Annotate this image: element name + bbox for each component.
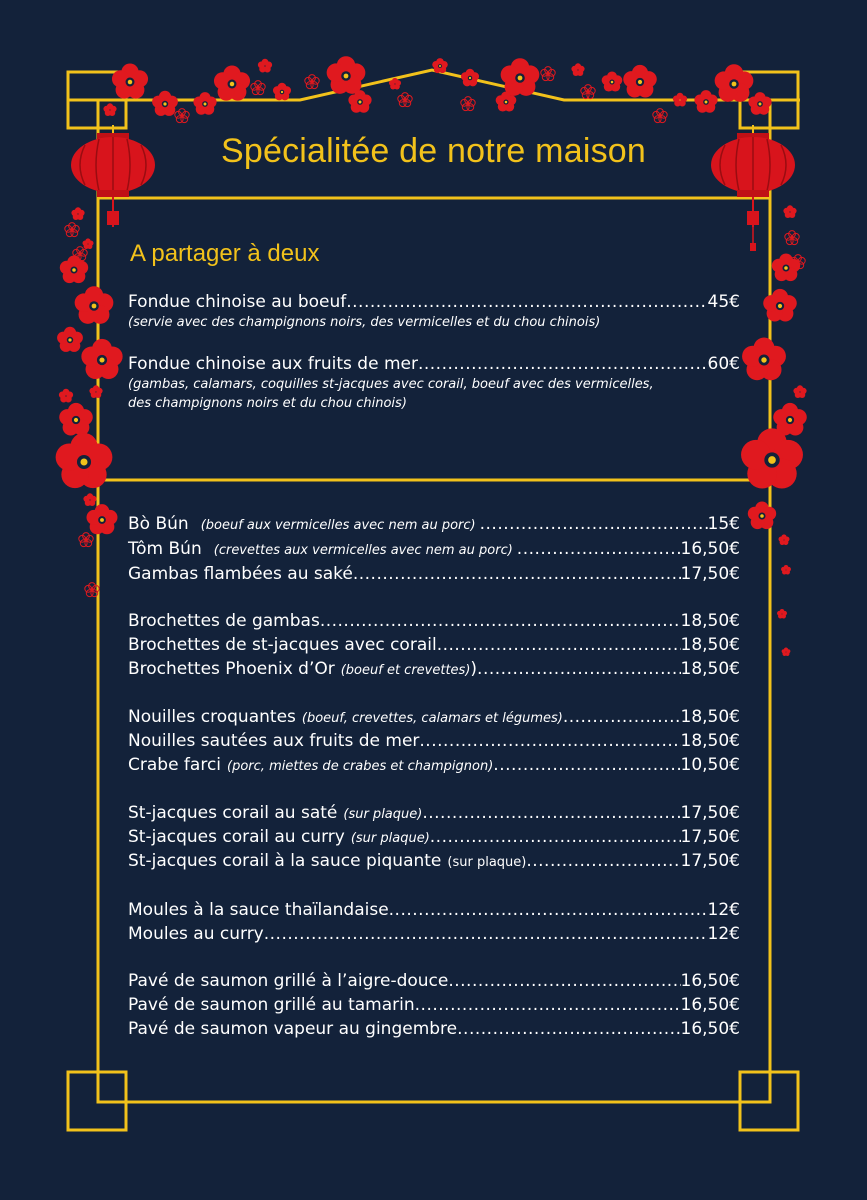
item-name: Crabe farci — [128, 755, 222, 775]
item-name: Pavé de saumon grillé au tamarin — [128, 995, 415, 1015]
item-name: Brochettes Phoenix d’Or — [128, 659, 335, 679]
item-price: 18,50€ — [680, 707, 740, 727]
dot-leader — [389, 899, 708, 921]
item-price: 16,50€ — [680, 995, 740, 1015]
dot-leader — [437, 634, 681, 656]
item-name: Pavé de saumon vapeur au gingembre — [128, 1019, 458, 1039]
item-note-suffix: ) — [470, 659, 478, 679]
item-name: Nouilles croquantes — [128, 707, 296, 727]
section-heading-shared: A partager à deux — [130, 240, 320, 267]
menu-item-moules-curry — [128, 923, 740, 945]
dot-leader — [477, 658, 680, 680]
dot-leader — [517, 538, 681, 560]
item-note: (sur plaque) — [447, 855, 527, 870]
menu-item-crabe-farci — [128, 754, 740, 778]
dot-leader — [419, 730, 680, 752]
plum-blossom-icon — [741, 205, 807, 656]
item-price: 16,50€ — [680, 539, 740, 559]
dot-leader — [493, 754, 680, 776]
menu-item-saumon-tamarin — [128, 994, 740, 1016]
item-note: (boeuf aux vermicelles avec nem au porc) — [200, 518, 476, 533]
page-title: Spécialitée de notre maison — [221, 132, 646, 170]
item-price: 18,50€ — [680, 659, 740, 679]
item-name: Pavé de saumon grillé à l’aigre-douce — [128, 971, 449, 991]
dot-leader — [563, 706, 681, 728]
item-note: (sur plaque) — [343, 807, 423, 822]
item-name: Fondue chinoise au boeuf — [128, 292, 347, 312]
menu-item-saumon-aigre-douce — [128, 970, 740, 992]
item-note: (boeuf et crevettes) — [340, 663, 471, 678]
item-name: Moules au curry — [128, 924, 264, 944]
item-description: (gambas, calamars, coquilles st-jacques avec corail, boeuf avec des vermicelles, — [128, 377, 654, 392]
dot-leader — [422, 802, 680, 824]
dot-leader — [457, 1018, 680, 1040]
item-name: St-jacques corail au curry — [128, 827, 345, 847]
item-price: 18,50€ — [680, 611, 740, 631]
menu-item-stjacques-curry — [128, 826, 740, 850]
dot-leader — [430, 826, 681, 848]
item-name: Brochettes de st-jacques avec corail — [128, 635, 437, 655]
dot-leader — [346, 291, 707, 313]
item-price: 15€ — [707, 514, 740, 534]
dot-leader — [526, 850, 680, 872]
menu-item-brochettes-gambas — [128, 610, 740, 632]
menu-item-gambas-flambees — [128, 563, 740, 585]
dot-leader — [418, 353, 708, 375]
item-price: 17,50€ — [680, 827, 740, 847]
item-note: (crevettes aux vermicelles avec nem au porc) — [213, 543, 513, 558]
item-price: 17,50€ — [680, 564, 740, 584]
item-price: 10,50€ — [680, 755, 740, 775]
item-name: St-jacques corail au saté — [128, 803, 338, 823]
item-name: Bò Bún — [128, 514, 189, 534]
item-description: des champignons noirs et du chou chinois) — [128, 396, 407, 411]
item-price: 17,50€ — [680, 851, 740, 871]
dot-leader — [320, 610, 681, 632]
dot-leader — [448, 970, 680, 992]
item-name: Gambas flambées au saké — [128, 564, 353, 584]
item-name: Brochettes de gambas — [128, 611, 320, 631]
gold-frame — [68, 70, 800, 1102]
dot-leader — [480, 513, 708, 535]
menu-item-bo-bun — [128, 513, 740, 537]
menu-item-brochettes-stjacques — [128, 634, 740, 656]
dot-leader — [415, 994, 681, 1016]
item-price: 18,50€ — [680, 635, 740, 655]
item-price: 16,50€ — [680, 1019, 740, 1039]
item-note: (boeuf, crevettes, calamars et légumes) — [301, 711, 563, 726]
item-name: St-jacques corail à la sauce piquante — [128, 851, 442, 871]
dot-leader — [264, 923, 708, 945]
item-description: (servie avec des champignons noirs, des vermicelles et du chou chinois) — [128, 315, 601, 330]
menu-item-moules-thai — [128, 899, 740, 921]
menu-item-nouilles-sautees — [128, 730, 740, 752]
menu-item-tom-bun — [128, 538, 740, 562]
menu-item-stjacques-piquante — [128, 850, 740, 874]
item-price: 12€ — [707, 924, 740, 944]
item-name: Tôm Bún — [128, 539, 202, 559]
item-price: 16,50€ — [680, 971, 740, 991]
menu-item-saumon-vapeur — [128, 1018, 740, 1040]
item-price: 18,50€ — [680, 731, 740, 751]
plum-blossom-icon — [56, 207, 123, 534]
item-price: 17,50€ — [680, 803, 740, 823]
item-name: Moules à la sauce thaïlandaise — [128, 900, 389, 920]
item-price: 60€ — [707, 354, 740, 374]
menu-item-stjacques-sate — [128, 802, 740, 826]
dot-leader — [353, 563, 681, 585]
menu-item-fondue-boeuf — [128, 291, 740, 313]
item-price: 12€ — [707, 900, 740, 920]
item-name: Fondue chinoise aux fruits de mer — [128, 354, 418, 374]
item-note: (sur plaque) — [350, 831, 430, 846]
item-price: 45€ — [707, 292, 740, 312]
menu-item-fondue-fruits-de-mer — [128, 353, 740, 375]
plum-blossom-icon — [103, 56, 771, 116]
menu-item-nouilles-croquantes — [128, 706, 740, 730]
menu-item-brochettes-phoenix — [128, 658, 740, 682]
item-note: (porc, miettes de crabes et champignon) — [227, 759, 494, 774]
item-name: Nouilles sautées aux fruits de mer — [128, 731, 420, 751]
